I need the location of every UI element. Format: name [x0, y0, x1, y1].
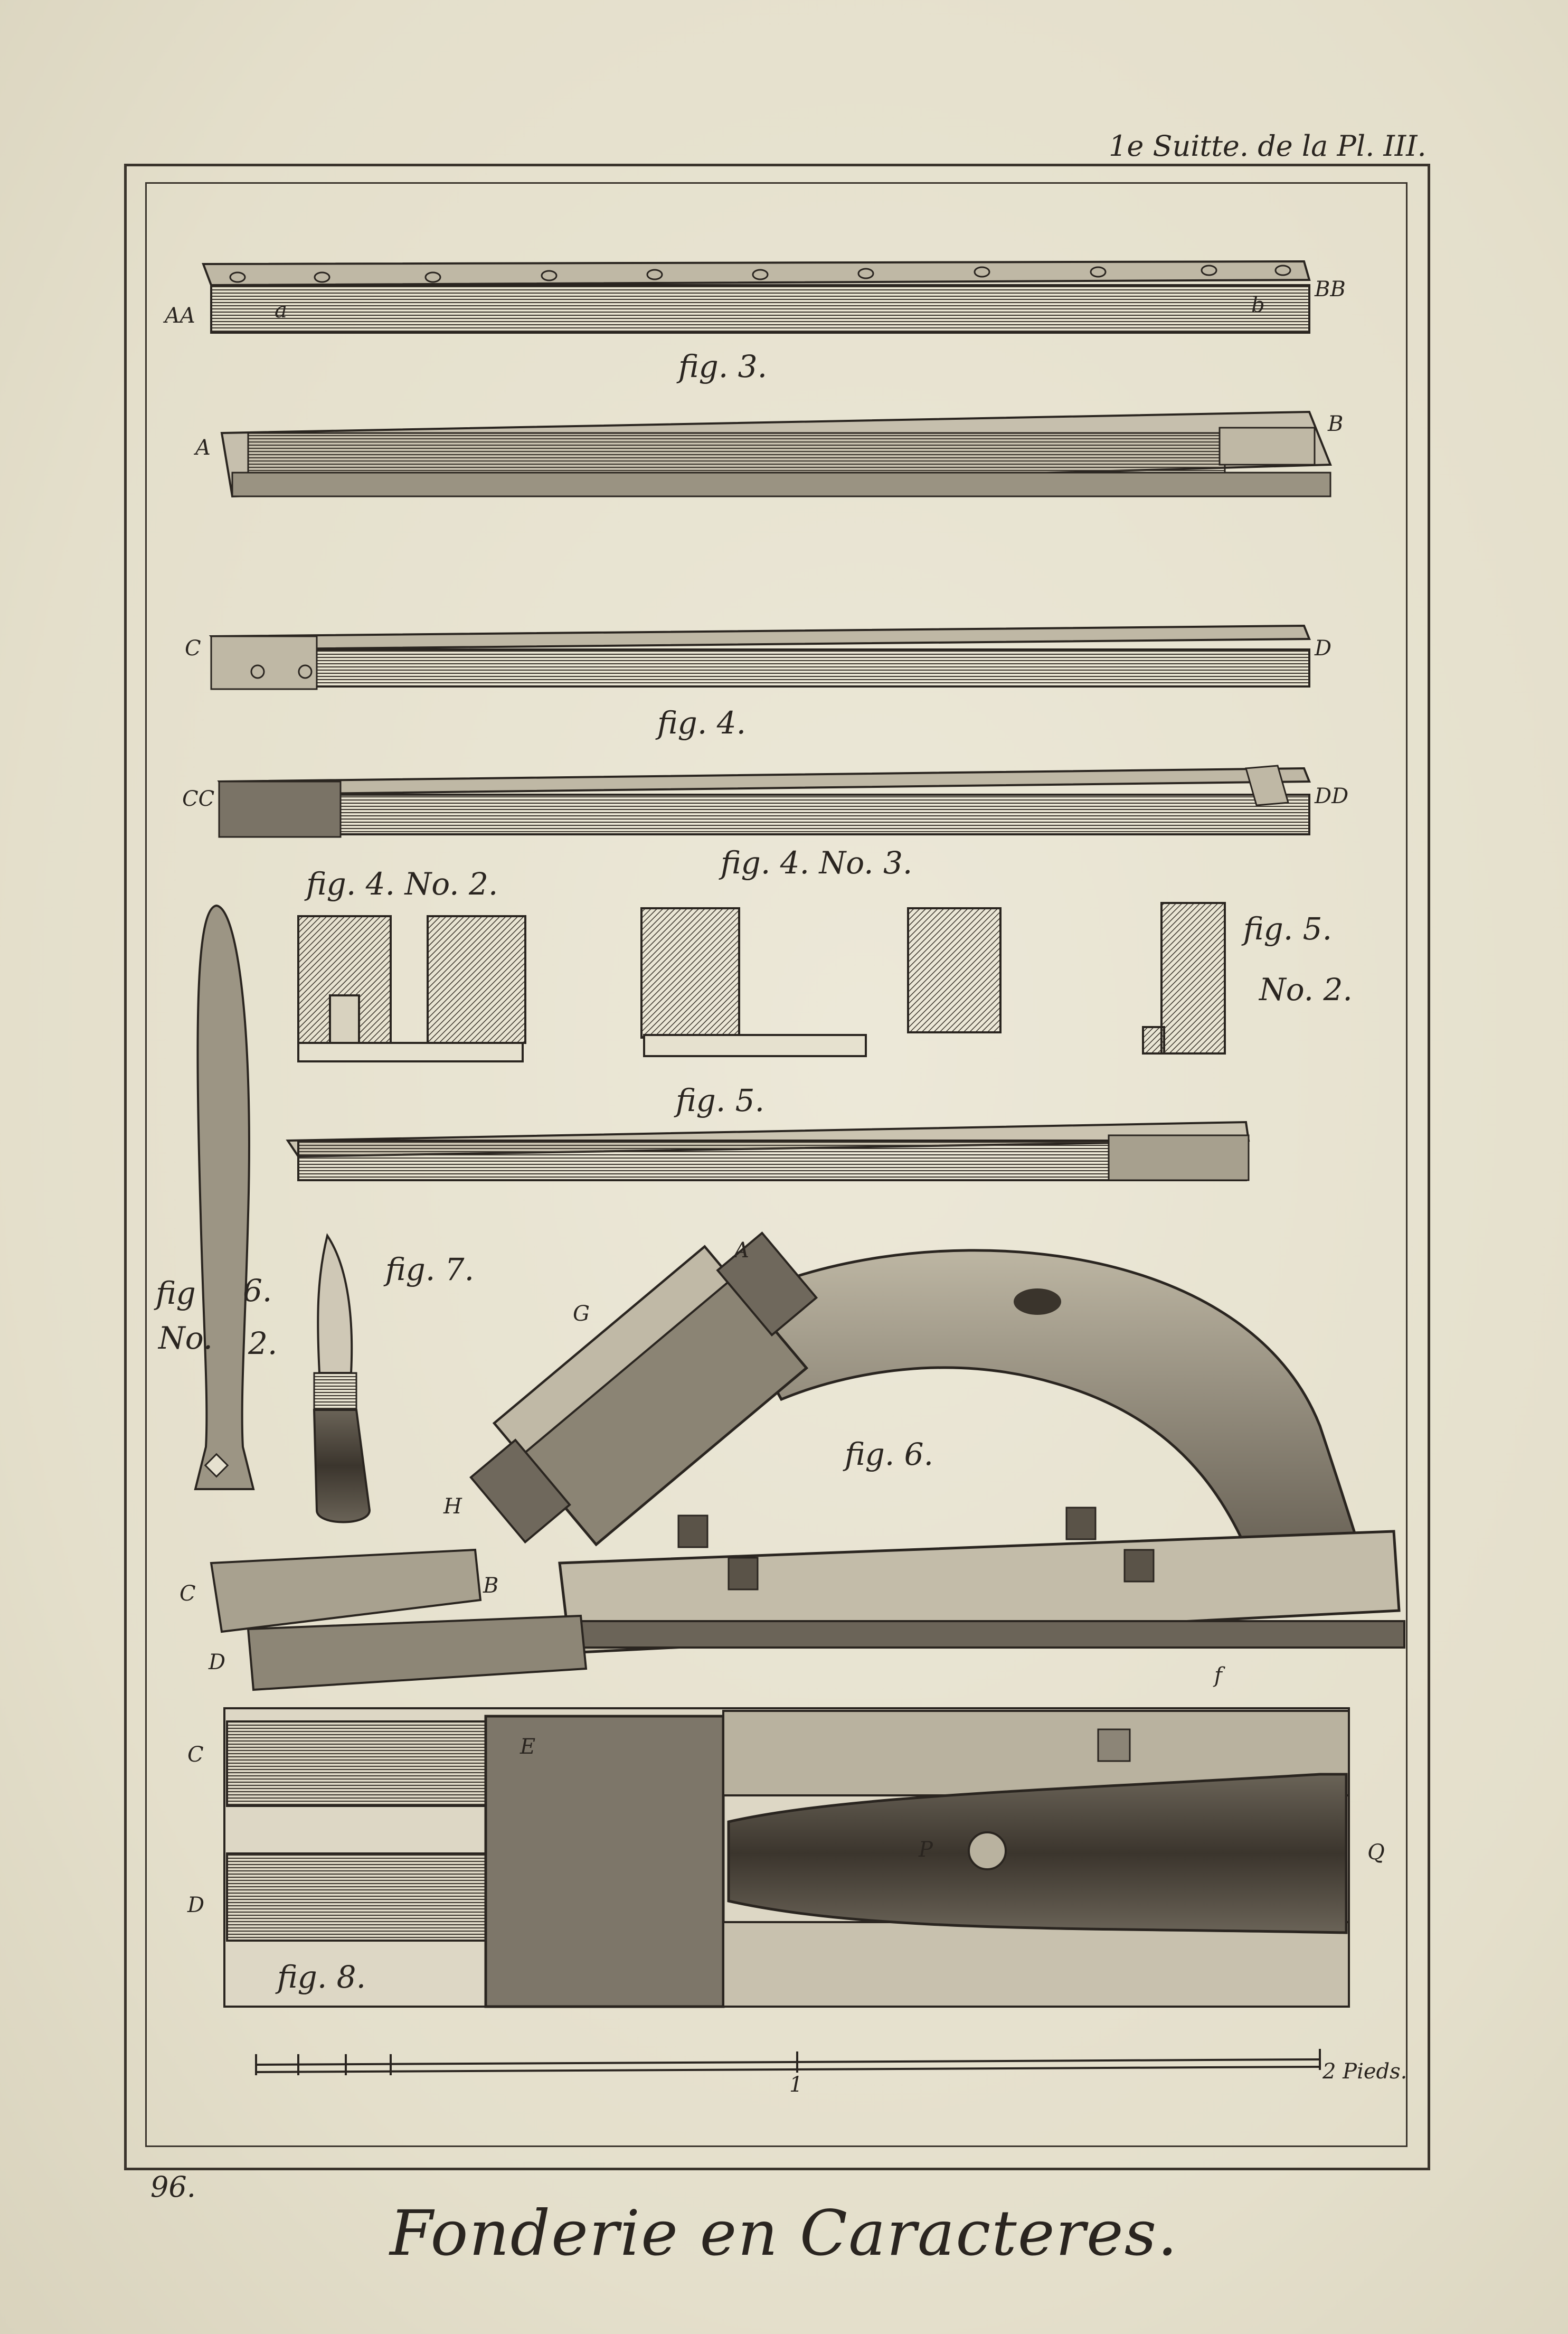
- label-d: D: [1315, 636, 1332, 661]
- label-d8: D: [187, 1893, 205, 1917]
- fig6n2-spatula: [195, 906, 253, 1489]
- label-h: H: [443, 1494, 462, 1519]
- label-e8: E: [520, 1735, 536, 1759]
- fig3-bar-top: [203, 261, 1309, 333]
- label-c8: C: [187, 1743, 204, 1767]
- label-cc: CC: [182, 787, 215, 811]
- label-c6: C: [180, 1582, 196, 1606]
- label-q8: Q: [1367, 1840, 1385, 1865]
- plate-header: 1e Suitte. de la Pl. III.: [1109, 129, 1427, 163]
- label-fig6: fig. 6.: [845, 1436, 934, 1472]
- label-aa: AA: [165, 304, 195, 328]
- label-fig5: fig. 5.: [676, 1083, 765, 1118]
- label-fig4-no2: fig. 4. No. 2.: [306, 866, 498, 902]
- label-fig7: fig. 7.: [385, 1251, 475, 1287]
- label-g: G: [573, 1302, 590, 1326]
- fig7-knife: [314, 1236, 370, 1522]
- label-fig6n2-two: 2.: [248, 1325, 278, 1361]
- fig5-long-bar: [288, 1122, 1249, 1180]
- label-a-small: a: [275, 298, 287, 323]
- label-b: B: [1328, 412, 1344, 436]
- label-fig8: fig. 8.: [277, 1959, 366, 1995]
- plate-title: Fonderie en Caracteres.: [390, 2197, 1178, 2270]
- label-fig5-no2-a: fig. 5.: [1243, 911, 1333, 947]
- label-d6: D: [209, 1650, 226, 1674]
- scale-label-mid: 1: [789, 2073, 803, 2097]
- label-fig4: fig. 4.: [657, 705, 747, 741]
- label-fig6n2-fig: fig: [156, 1275, 196, 1311]
- fig4-bar-cd: [211, 626, 1309, 689]
- label-fig5-no2-b: No. 2.: [1259, 972, 1353, 1008]
- fig5-cross-sections: [298, 903, 1225, 1061]
- label-fig4-no3: fig. 4. No. 3.: [721, 845, 913, 881]
- fig4-bar-ccdd: [219, 766, 1309, 837]
- fig3-bar-bottom: [222, 412, 1330, 496]
- label-p8: P: [919, 1838, 933, 1862]
- label-a6: A: [734, 1238, 749, 1263]
- label-bb: BB: [1315, 277, 1346, 302]
- label-b6: B: [483, 1574, 499, 1598]
- scale-label-end: 2 Pieds.: [1323, 2059, 1408, 2084]
- label-fig6n2-num: 6.: [243, 1273, 272, 1309]
- label-a: A: [195, 436, 211, 460]
- label-c: C: [185, 636, 201, 661]
- label-b-small: b: [1251, 293, 1265, 317]
- page-number: 96.: [150, 2170, 196, 2204]
- label-dd: DD: [1315, 784, 1349, 808]
- label-f6: f: [1214, 1663, 1222, 1688]
- scale-bar: [256, 2049, 1320, 2075]
- label-fig6n2-no: No.: [158, 1320, 213, 1356]
- fig8-mould-top-view: [224, 1708, 1349, 2007]
- label-fig3: fig. 3.: [678, 349, 768, 384]
